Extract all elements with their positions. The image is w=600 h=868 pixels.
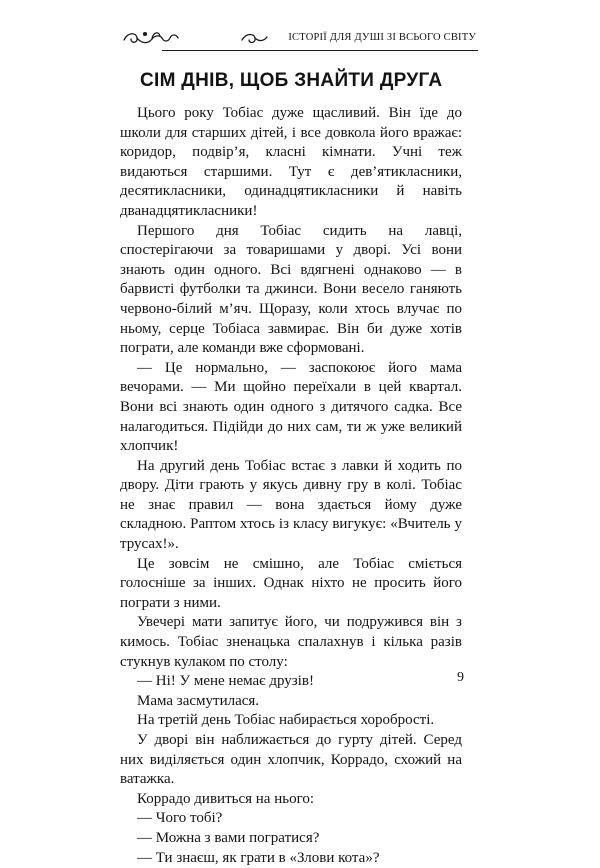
- header-rule: [162, 50, 478, 51]
- paragraph: — Ні! У мене немає друзів!: [137, 673, 314, 690]
- flourish-ornament-icon: [122, 28, 272, 48]
- paragraph: Цього року Тобіас дуже щасливий. Він їде до школи для старших дітей, і все довкола його вражає: коридор, подвір’я, класні кімнати. Учні теж видаються старшими. Тут є дев’ятикласники, десятикласники, одинадцятикласники й навіть дванадцятикласники!: [120, 105, 462, 219]
- paragraph: — Ти знаєш, як грати в «Злови кота»?: [137, 849, 380, 866]
- body-text: [120, 104, 462, 868]
- paragraph: Коррадо дивиться на нього:: [137, 790, 315, 807]
- paragraph: На другий день Тобіас встає з лавки й ходить по двору. Діти грають у якусь дивну гру в колі. Тобіас не знає правил — вона здається йому дуже складною. Раптом хтось із класу вигукує: «Вчитель у трусах!».: [120, 457, 462, 553]
- running-head-title: ІСТОРІЇ ДЛЯ ДУШІ ЗІ ВСЬОГО СВІТУ: [288, 32, 476, 43]
- paragraph: — Це нормально, — заспокоює його мама вечорами. — Ми щойно переїхали в цей квартал. Вони всі знають один одного з дитячого садка. Все налагодиться. Підійди до них сам, ти ж уже великий хлопчик!: [120, 359, 462, 455]
- page-number: 9: [457, 670, 464, 685]
- paragraph: У дворі він наближається до гурту дітей. Серед них виділяється один хлопчик, Коррадо, схожий на ватажка.: [120, 732, 462, 788]
- paragraph: Увечері мати запитує його, чи подружився він з кимось. Тобіас зненацька спалахнув і кілька разів стукнув кулаком по столу:: [120, 614, 462, 670]
- running-header: [122, 22, 478, 50]
- paragraph: На третій день Тобіас набирається хоробрості.: [137, 712, 435, 729]
- chapter-title: СІМ ДНІВ, ЩОБ ЗНАЙТИ ДРУГА: [140, 70, 443, 91]
- paragraph: — Можна з вами погратися?: [137, 829, 320, 846]
- paragraph: — Чого тобі?: [137, 810, 223, 827]
- paragraph: Це зовсім не смішно, але Тобіас сміється голосніше за інших. Однак ніхто не просить його пограти з ними.: [120, 555, 462, 611]
- paragraph: Мама засмутилася.: [137, 692, 260, 709]
- paragraph: Першого дня Тобіас сидить на лавці, спостерігаючи за товаришами у дворі. Усі вони знають один одного. Всі вдягнені однаково — в барвисті футболки та джинси. Вони весело ганяють червоно-білий м’яч. Щоразу, коли хтось влучає по ньому, серце Тобіаса завмирає. Він би дуже хотів пограти, але команди вже сформовані.: [120, 222, 462, 357]
